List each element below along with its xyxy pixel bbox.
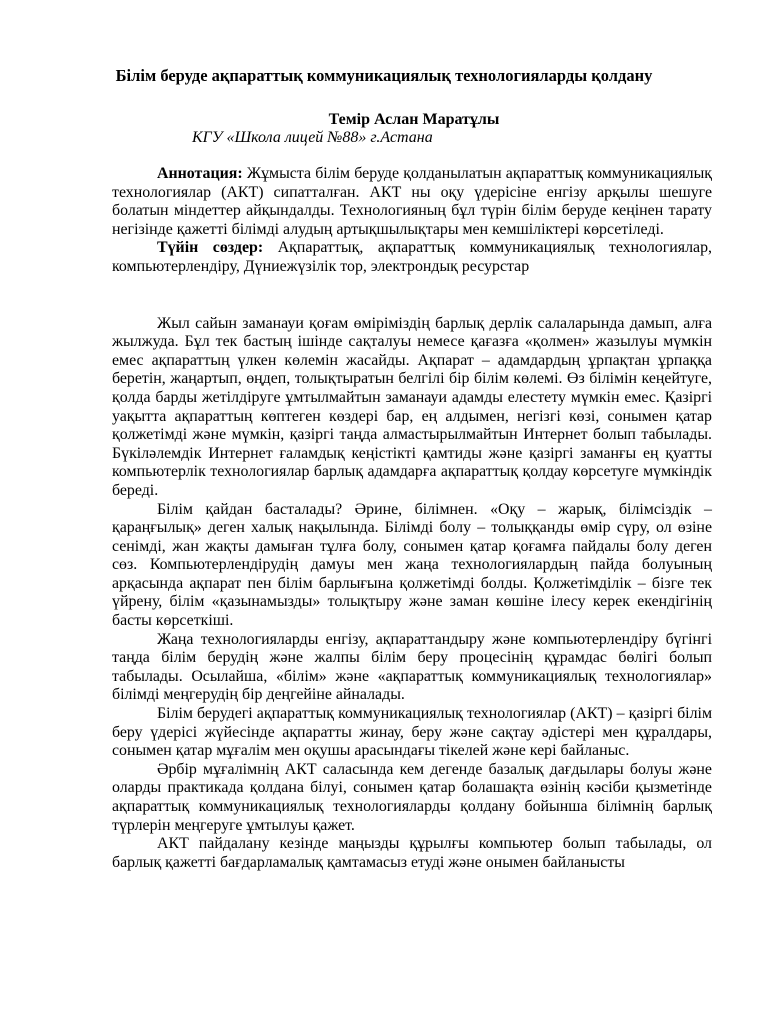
body-paragraph: Білім қайдан басталады? Әрине, білімнен. «Оқу – жарық, білімсіздік – қараңғылық» деген халық нақылында. Білімді болу – толыққанды өмір сүру, ол өзіне сенімді, жан жақты дамыған тұлға болу, сонымен қатар қоғамға пайдалы болу деген сөз. Компьютерлендірудің дамуы мен жаңа технологиялардың пайда болуының арқасында ақпарат пен білім барлығына қолжетімді болды. Қолжетімділік – бізге тек үйрену, білім «қазынамызды» толықтыру және заман көшіне ілесу керек екендігінің басты көрсеткіші.: [112, 500, 712, 630]
author-name: Темір Аслан Маратұлы: [328, 111, 500, 128]
keywords-label: Түйін сөздер:: [157, 239, 264, 257]
body-paragraph: АКТ пайдалану кезінде маңызды құрылғы компьютер болып табылады, ол барлық қажетті бағдарламалық қамтамасыз етуді және онымен байланысты: [112, 835, 712, 871]
abstract-paragraph: [112, 165, 712, 239]
abstract-label: Аннотация:: [157, 165, 243, 182]
keywords-paragraph: [112, 239, 712, 276]
body-paragraph: Жыл сайын заманауи қоғам өміріміздің барлық дерлік салаларында дамып, алға жылжуда. Бұл тек бастың ішінде сақталуы немесе қағазға «қолмен» жазылуы мүмкін емес ақпараттың үлкен көлемін жасайды. Ақпарат – адамдардың ұрпақтан ұрпаққа беретін, жаңартып, өңдеп, толықтыратын белгілі бір білім көлемі. Өз білімін кеңейтуге, қолда барды жетілдіруге ұмтылмайтын заманауи адамды елестету мүмкін емес. Қазіргі уақытта ақпараттың көптеген көздері бар, ең алдымен, негізгі көзі, сонымен қатар қолжетімді және мүмкін, қазіргі таңда алмастырылмайтын Интернет болып табылады. Бүкіләлемдік Интернет ғаламдық кеңістікті қамтиды және қазіргі заманғы ең қуатты компьютерлік технологиялар барлық адамдарға ақпараттық қолдау көрсетуге мүмкіндік береді.: [112, 314, 712, 499]
body-paragraph: Жаңа технологияларды енгізу, ақпараттандыру және компьютерлендіру бүгінгі таңда білім берудің және жалпы білім беру процесінің құрамдас бөлігі болып табылады. Осылайша, «білім» және «ақпараттық коммуникациялық технологиялар» білімді меңгерудің бір деңгейіне айналады.: [112, 630, 712, 704]
keywords-text: Ақпараттық, ақпараттық коммуникациялық технологиялар, компьютерлендіру, Дүниежүзілік тор, электрондық ресурстар: [112, 239, 712, 275]
document-body: [112, 165, 712, 872]
section-spacer: [112, 277, 712, 315]
abstract-text: Жұмыста білім беруде қолданылатын ақпараттық коммуникациялық технологиялар (АКТ) сипатталған. АКТ ны оқу үдерісіне енгізу арқылы шешуге болатын міндеттер айқындалды. Технологияның бұл түрін білім беруде кеңінен тарату негізінде қажетті білімді алудың артықшылықтары мен кемшіліктері көрсетіледі.: [112, 165, 712, 238]
document-title: Білім беруде ақпараттық коммуникациялық технологияларды қолдану: [115, 66, 653, 85]
body-paragraph: Білім берудегі ақпараттық коммуникациялық технологиялар (АКТ) – қазіргі білім беру үдерісі жүйесінде ақпаратты жинау, беру және сақтау әдістері мен құралдары, сонымен қатар мұғалім мен оқушы арасындағы тікелей және кері байланыс.: [112, 705, 712, 760]
author-affiliation: КГУ «Школа лицей №88» г.Астана: [192, 129, 433, 146]
body-paragraph: Әрбір мұғалімнің АКТ саласында кем дегенде базалық дағдылары болуы және оларды практикада қолдана білуі, сонымен қатар болашақта өзінің кәсіби қызметінде ақпараттық коммуникациялық технологияларды қолдану бойынша білімнің барлық түрлерін меңгеруге ұмтылуы қажет.: [112, 760, 712, 834]
